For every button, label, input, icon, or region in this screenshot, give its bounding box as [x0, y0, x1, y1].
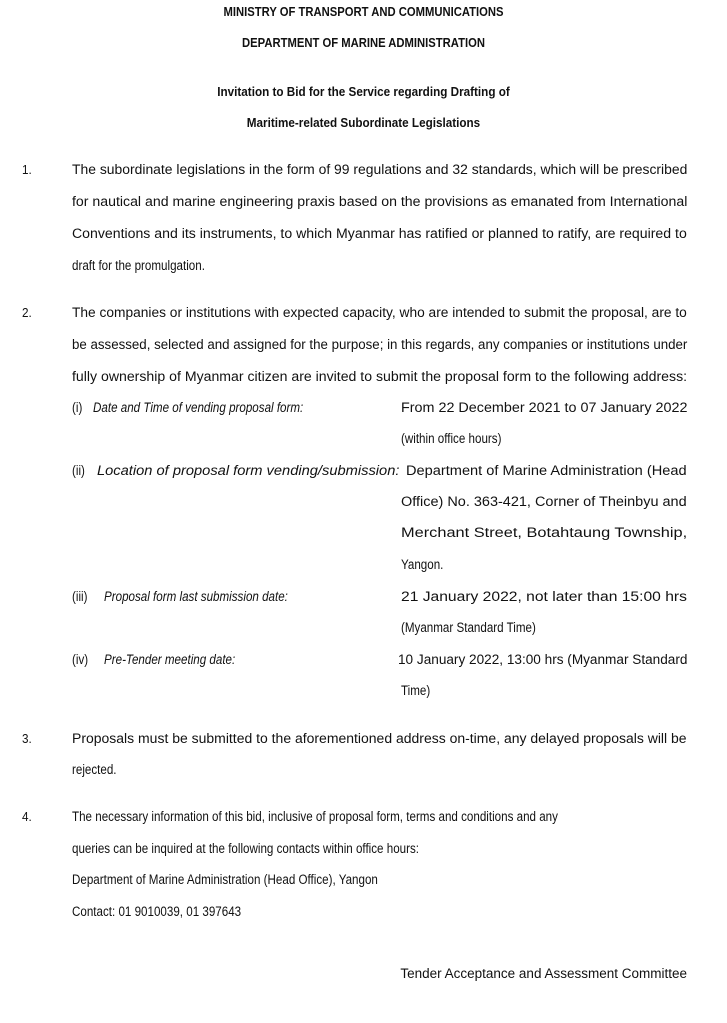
item-label: Location of proposal form vending/submission:: [97, 463, 400, 478]
item-marker: (iv): [72, 652, 89, 667]
section-4-line: The necessary information of this bid, inclusive of proposal form, terms and conditions and any: [72, 809, 558, 824]
item-marker: (i): [72, 400, 83, 415]
item-value-line: Office) No. 363-421, Corner of Theinbyu and: [401, 494, 687, 509]
section-4-line: queries can be inquired at the following contacts within office hours:: [72, 841, 420, 856]
section-number: 2.: [22, 305, 32, 320]
item-label: Pre-Tender meeting date:: [104, 652, 236, 667]
item-value-line: Time): [401, 683, 431, 698]
section-2-line: fully ownership of Myanmar citizen are invited to submit the proposal form to the following address:: [72, 369, 688, 384]
document-title-line-2: Maritime-related Subordinate Legislations: [246, 115, 481, 130]
section-3-line: Proposals must be submitted to the aforementioned address on-time, any delayed proposals will be: [72, 731, 687, 746]
section-2-line: be assessed, selected and assigned for the purpose; in this regards, any companies or institutions under: [72, 337, 688, 352]
item-value-line: From 22 December 2021 to 07 January 2022: [401, 400, 688, 415]
item-value-line: 21 January 2022, not later than 15:00 hrs: [401, 589, 687, 604]
item-value-line: (Myanmar Standard Time): [401, 620, 536, 635]
document-title-line-1: Invitation to Bid for the Service regarding Drafting of: [217, 84, 510, 99]
item-value-line: (within office hours): [401, 431, 502, 446]
item-value-line: Merchant Street, Botahtaung Township,: [401, 525, 688, 540]
contact-office: Department of Marine Administration (Head Office), Yangon: [72, 872, 378, 887]
item-label: Proposal form last submission date:: [104, 589, 288, 604]
section-1-line: The subordinate legislations in the form of 99 regulations and 32 standards, which will be prescribed: [72, 162, 688, 177]
item-marker: (ii): [72, 463, 85, 478]
section-1-line: Conventions and its instruments, to which Myanmar has ratified or planned to ratify, are required to: [72, 226, 687, 241]
ministry-heading: MINISTRY OF TRANSPORT AND COMMUNICATIONS: [223, 5, 504, 19]
signature-committee: Tender Acceptance and Assessment Committee: [400, 966, 687, 981]
contact-phone: Contact: 01 9010039, 01 397643: [72, 904, 242, 919]
section-number: 1.: [22, 162, 32, 177]
department-heading: DEPARTMENT OF MARINE ADMINISTRATION: [242, 36, 485, 50]
section-number: 3.: [22, 731, 32, 746]
item-marker: (iii): [72, 589, 88, 604]
item-value-line: 10 January 2022, 13:00 hrs (Myanmar Standard: [398, 652, 688, 667]
item-value-line: Department of Marine Administration (Head: [406, 463, 687, 478]
section-1-line: for nautical and marine engineering praxis based on the provisions as emanated from International: [72, 194, 688, 209]
section-1-line: draft for the promulgation.: [72, 258, 205, 273]
section-2-line: The companies or institutions with expected capacity, who are intended to submit the proposal, are to: [72, 305, 687, 320]
item-value-line: Yangon.: [401, 557, 444, 572]
section-number: 4.: [22, 809, 32, 824]
section-3-line: rejected.: [72, 762, 117, 777]
item-label: Date and Time of vending proposal form:: [93, 400, 304, 415]
